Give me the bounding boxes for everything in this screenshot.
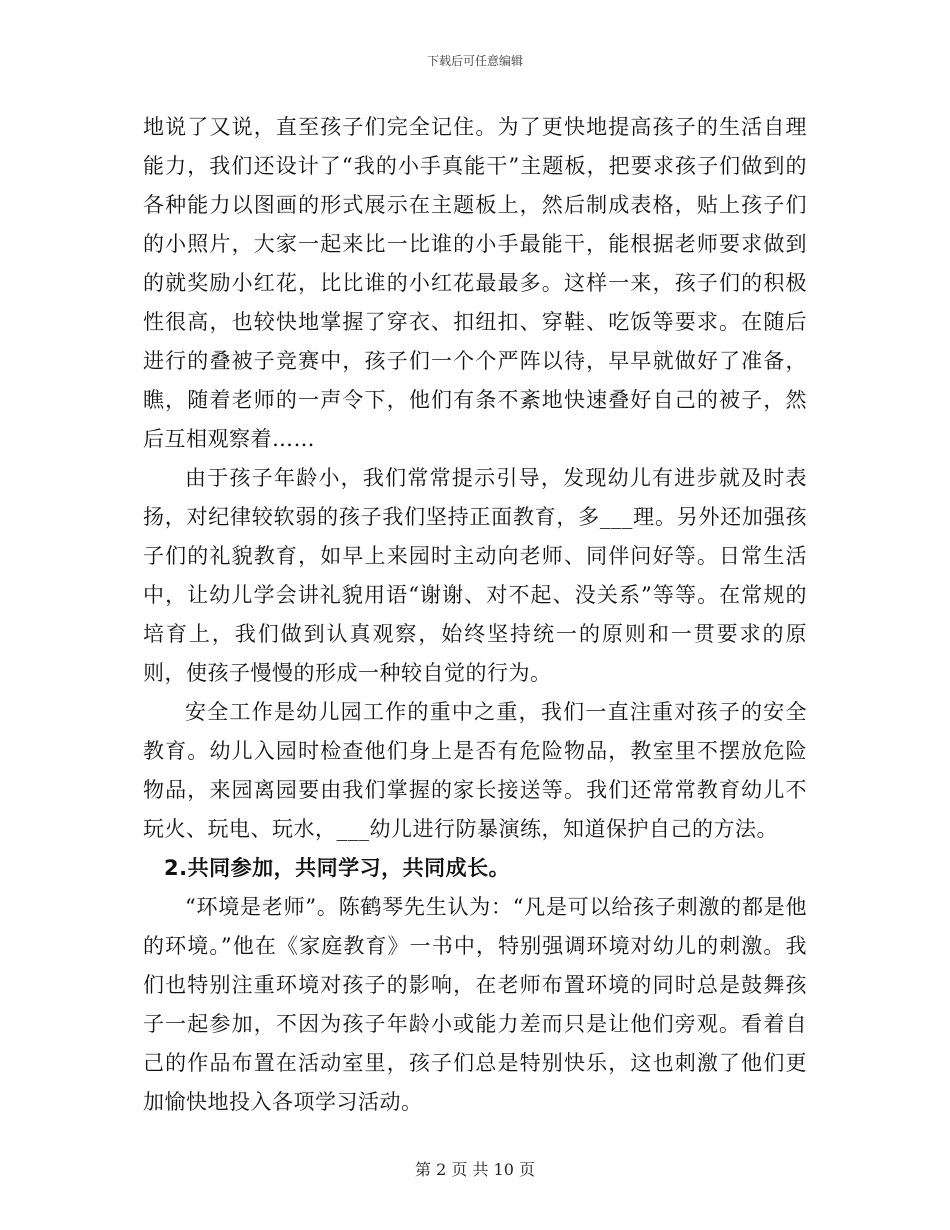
section-heading: 2.共同参加，共同学习，共同成长。 [164, 856, 511, 880]
paragraph-guidance: 由于孩子年龄小，我们常常提示引导，发现幼儿有进步就及时表扬，对纪律较软弱的孩子我们坚持正面教育，多___理。另外还加强孩子们的礼貌教育，如早上来园时主动向老师、同伴问好等。日常生活中，让幼儿学会讲礼貌用语“谢谢、对不起、没关系”等等。在常规的培育上，我们做到认真观察，始终坚持统一的原则和一贯要求的原则，使孩子慢慢的形成一种较自觉的行为。 [143, 466, 807, 685]
paragraph-environment: “环境是老师”。陈鹤琴先生认为：“凡是可以给孩子刺激的都是他的环境。”他在《家庭教育》一书中，特别强调环境对幼儿的刺激。我们也特别注重环境对孩子的影响，在老师布置环境的同时总是鼓舞孩子一起参加，不因为孩子年龄小或能力差而只是让他们旁观。看着自己的作品布置在活动室里，孩子们总是特别快乐，这也刺激了他们更加愉快地投入各项学习活动。 [143, 895, 807, 1114]
paragraph-safety: 安全工作是幼儿园工作的重中之重，我们一直注重对孩子的安全教育。幼儿入园时检查他们身上是否有危险物品，教室里不摆放危险物品，来园离园要由我们掌握的家长接送等。我们还常常教育幼儿不玩火、玩电、玩水，___幼儿进行防暴演练，知道保护自己的方法。 [143, 700, 807, 841]
paragraph-continuation: 地说了又说，直至孩子们完全记住。为了更快地提高孩子的生活自理能力，我们还设计了“我的小手真能干”主题板，把要求孩子们做到的各种能力以图画的形式展示在主题板上，然后制成表格，贴上孩子们的小照片，大家一起来比一比谁的小手最能干，能根据老师要求做到的就奖励小红花，比比谁的小红花最最多。这样一来，孩子们的积极性很高，也较快地掌握了穿衣、扣纽扣、穿鞋、吃饭等要求。在随后进行的叠被子竞赛中，孩子们一个个严阵以待，早早就做好了准备，瞧，随着老师的一声令下，他们有条不紊地快速叠好自己的被子，然后互相观察着…… [143, 115, 807, 451]
document-body [143, 108, 807, 1122]
page-header-note: 下载后可任意编辑 [426, 54, 523, 68]
page-footer-number: 第 2 页 共 10 页 [415, 1160, 535, 1179]
